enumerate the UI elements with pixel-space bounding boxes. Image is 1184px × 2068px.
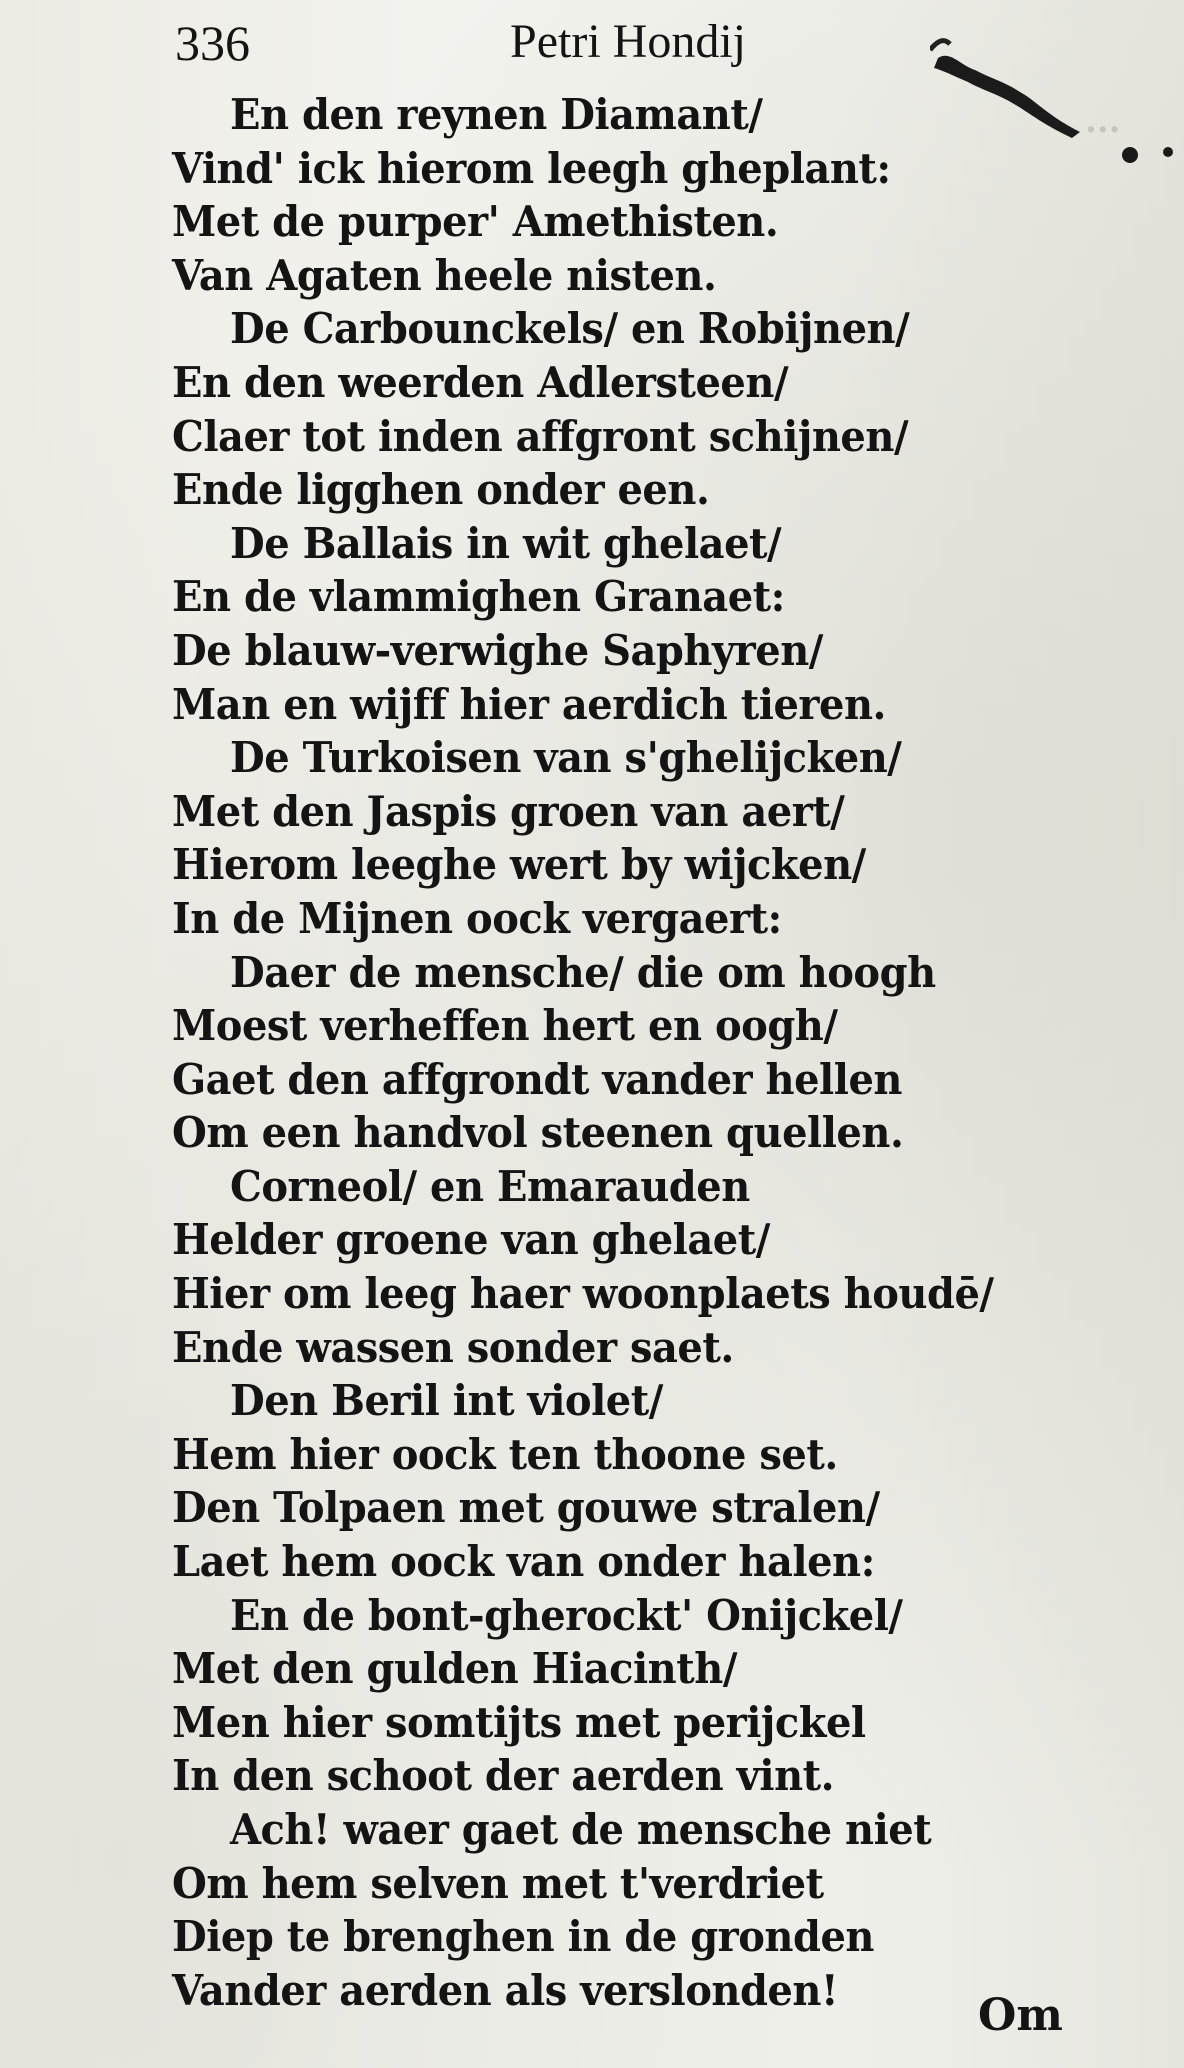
verse-line: En de vlammighen Granaet:	[172, 571, 785, 622]
verse-line: Hem hier oock ten thoone set.	[172, 1429, 838, 1480]
verse-line: Laet hem oock van onder halen:	[172, 1536, 875, 1587]
verse-line: Ende ligghen onder een.	[172, 464, 710, 515]
verse-line: Met den gulden Hiacinth/	[172, 1643, 737, 1694]
verse-line: Ende wassen sonder saet.	[172, 1322, 734, 1373]
verse-line: De Ballais in wit ghelaet/	[230, 518, 782, 569]
verse-line: Om een handvol steenen quellen.	[172, 1107, 904, 1158]
verse-line: Vander aerden als verslonden!	[172, 1965, 839, 2016]
verse-line: En de bont-gherockt' Onijckel/	[230, 1590, 903, 1641]
verse-line: In den schoot der aerden vint.	[172, 1750, 835, 1801]
verse-line: De blauw-verwighe Saphyren/	[172, 625, 823, 676]
verse-line: En den weerden Adlersteen/	[172, 357, 789, 408]
running-title: Petri Hondij	[510, 15, 746, 68]
verse-line: Men hier somtijts met perijckel	[172, 1697, 866, 1748]
verse-line: Met den Jaspis groen van aert/	[172, 786, 845, 837]
verse-line: Den Beril int violet/	[230, 1375, 663, 1426]
ink-dots	[1118, 140, 1178, 170]
verse-line: In de Mijnen oock vergaert:	[172, 893, 782, 944]
verse-line: Diep te brenghen in de gronden	[172, 1911, 875, 1962]
verse-line: Hier om leeg haer woonplaets houdē/	[172, 1268, 994, 1319]
verse-line: Helder groene van ghelaet/	[172, 1215, 770, 1265]
verse-line: Vind' ick hierom leegh gheplant:	[172, 143, 891, 193]
verse-line: Hierom leeghe wert by wijcken/	[172, 839, 866, 890]
verse-line: Den Tolpaen met gouwe stralen/	[172, 1483, 880, 1533]
verse-line: Daer de mensche/ die om hoogh	[230, 947, 936, 997]
verse-line: Om hem selven met t'verdriet	[172, 1858, 824, 1908]
verse-line: Van Agaten heele nisten.	[172, 250, 717, 301]
verse-line: En den reynen Diamant/	[230, 89, 763, 140]
catchword: Om	[978, 1990, 1063, 2041]
verse-line: Ach! waer gaet de mensche niet	[230, 1804, 932, 1855]
poem-body	[172, 88, 1102, 2017]
verse-line: Corneol/ en Emarauden	[230, 1161, 750, 1212]
verse-line: Man en wijff hier aerdich tieren.	[172, 679, 886, 729]
verse-line: Claer tot inden affgront schijnen/	[172, 411, 909, 461]
verse-line: Moest verheffen hert en oogh/	[172, 1000, 838, 1051]
verse-line: De Carbounckels/ en Robijnen/	[230, 303, 910, 354]
page-number: 336	[175, 15, 250, 71]
verse-line: De Turkoisen van s'ghelijcken/	[230, 732, 902, 783]
verse-line: Gaet den affgrondt vander hellen	[172, 1054, 902, 1105]
page-header	[175, 14, 835, 74]
verse-line: Met de purper' Amethisten.	[172, 196, 779, 247]
show-through-text: ···	[1085, 110, 1121, 150]
